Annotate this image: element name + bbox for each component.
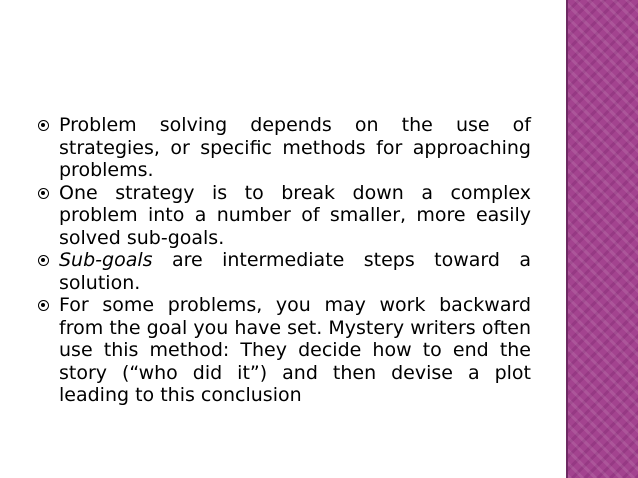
circle-bullet-icon — [38, 255, 49, 266]
circle-bullet-icon — [38, 300, 49, 311]
decorative-side-panel — [568, 0, 638, 478]
list-item — [37, 294, 531, 407]
bullet-term: Sub-goals — [59, 249, 153, 271]
circle-bullet-icon — [38, 188, 49, 199]
bullet-list — [37, 114, 531, 407]
circle-bullet-icon — [38, 120, 49, 131]
bullet-text: For some problems, you may work backward from the goal you have set. Mystery writers often use this method: They decide how to end the story (“who did it”) and then devise a plot leading to this conclusion — [59, 294, 531, 406]
list-item — [37, 249, 531, 294]
bullet-text: are intermediate steps toward a solution. — [59, 249, 531, 294]
bullet-text: Problem solving depends on the use of strategies, or specific methods for approaching problems. — [59, 114, 531, 181]
bullet-text: One strategy is to break down a complex problem into a number of smaller, more easily solved sub-goals. — [59, 181, 531, 249]
list-item — [37, 182, 531, 250]
list-item — [37, 114, 531, 182]
